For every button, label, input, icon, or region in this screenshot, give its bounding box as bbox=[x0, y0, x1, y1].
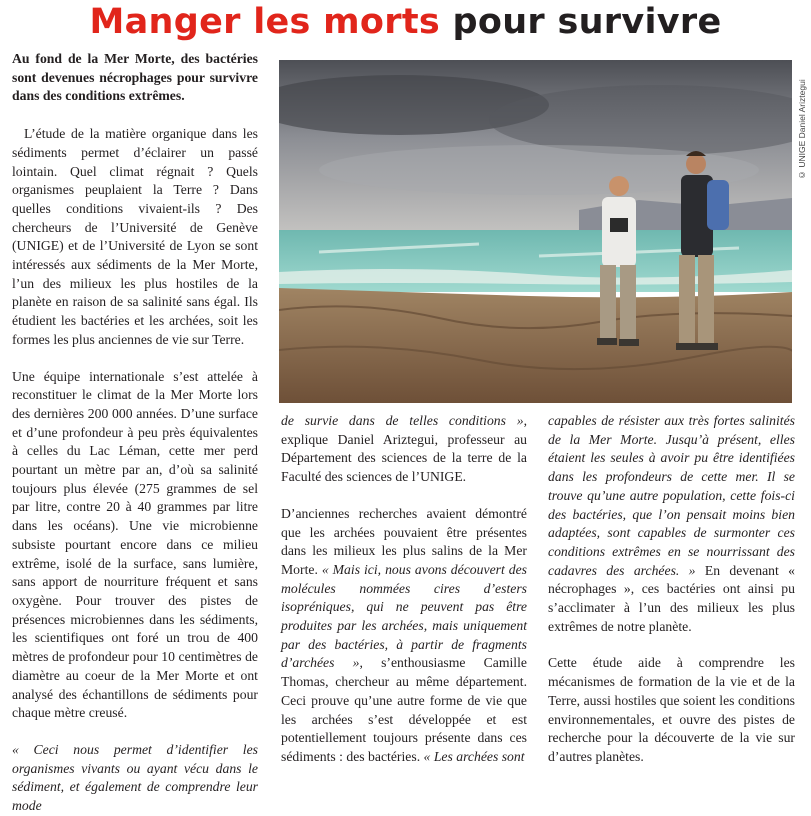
paragraph-7: Cette étude aide à comprendre les mécanismes de formation de la vie et de la Terre, aussi hostiles que soient les conditions environnementales, et ouvre des pistes de recherche pour la découverte de la vie sur d’autres planètes. bbox=[548, 655, 795, 764]
paragraph-1: L’étude de la matière organique dans les sédiments permet d’éclairer un passé lointain. Quel climat régnait ? Quels organismes peuplaient la Terre ? Dans quelles conditions vivaient-ils ? Des chercheurs de l’Université de Genève (UNIGE) et de l’Université de Lyon se sont intéressés aux sédiments de la Mer Morte, l’un des milieux les plus hostiles de la planète en raison de sa salinité sans égal. Ils étudient les bactéries et les archées, soit les formes les plus anciennes de vie sur Terre. bbox=[12, 126, 258, 347]
paragraph-6 bbox=[548, 412, 795, 636]
article-lede: Au fond de la Mer Morte, des bactéries sont devenues nécrophages pour survivre dans des conditions extrêmes. bbox=[12, 51, 258, 104]
paragraph-3-quote: « Ceci nous permet d’identifier les organismes vivants ou ayant vécu dans le sédiment, et également de comprendre leur mode bbox=[12, 741, 258, 814]
column-3 bbox=[548, 412, 795, 767]
column-1 bbox=[12, 50, 258, 816]
quote-span: capables de résister aux très fortes salinités de la Mer Morte. Jusqu’à présent, elles étaient les seules à avoir pu être identifiées dans les profondeurs de cette mer. Il se trouve qu’une autre population, cette fois-ci des bactéries, que l’on pensait moins bien adaptées, sont capables de surmonter ces conditions extrêmes en se nourrissant des cadavres des archées. » bbox=[548, 413, 795, 578]
column-2 bbox=[281, 412, 527, 767]
paragraph-5 bbox=[281, 505, 527, 767]
paragraph-2: Une équipe internationale s’est attelée à reconstituer le climat de la Mer Morte lors des dernières 200 000 années. D’une surface et d’une profondeur à peu près équivalentes à celles du Lac Léman, cette mer perd pourtant un mètre par an, d’où sa salinité toujours plus élevée (275 grammes de sel par litre, contre 20 à 40 grammes par litre dans les océans). Une vie microbienne subsiste pourtant encore dans ce milieu extrême, isolé de la surface, sans lumière, sans apport de nourriture fréquent et sans oxygène. Pour trouver des pistes de présences microbiennes dans les sédiments, les scientifiques ont foré un trou de 400 mètres de profondeur pour 10 centimètres de diamètre au coeur de la Mer Morte et ont analysé des échantillons de sédiments pour chaque mètre creusé. bbox=[12, 368, 258, 721]
title-highlight: Manger les morts bbox=[89, 2, 440, 42]
article-photo bbox=[279, 60, 792, 403]
quote-span: « Mais ici, nous avons découvert des molécules nommées cires d’esters isopréniques, qui ne peuvent pas être produites par les archées, mais uniquement par des bactéries, à partir de fragments d’archées » bbox=[281, 561, 527, 671]
title-rest: pour survivre bbox=[452, 2, 722, 42]
quote-span: « Les archées sont bbox=[423, 748, 525, 764]
text-span: , explique Daniel Ariztegui, professeur au Département des sciences de la terre de la Faculté des sciences de l’UNIGE. bbox=[281, 413, 527, 485]
article-title bbox=[0, 0, 811, 44]
text-span: En devenant « nécrophages », ces bactéries ont ainsi pu s’acclimater à l’un des milieux les plus extrêmes de notre planète. bbox=[548, 562, 795, 634]
text-span: , s’enthousiasme Camille Thomas, chercheur au même département. Ceci prouve qu’une autre forme de vie que les archées s’est développée et est potentiellement toujours présente dans ces sédiments : des bactéries. bbox=[281, 655, 527, 764]
quote-span: de survie dans de telles conditions » bbox=[281, 413, 524, 428]
text-span: D’anciennes recherches avaient démontré que les archées pouvaient être présentes dans les milieux les plus salins de la Mer Morte. bbox=[281, 505, 527, 577]
photo-dead-sea-researchers bbox=[279, 60, 792, 403]
paragraph-4 bbox=[281, 412, 527, 487]
photo-credit: © UNIGE Daniel Ariztegui bbox=[797, 79, 807, 180]
